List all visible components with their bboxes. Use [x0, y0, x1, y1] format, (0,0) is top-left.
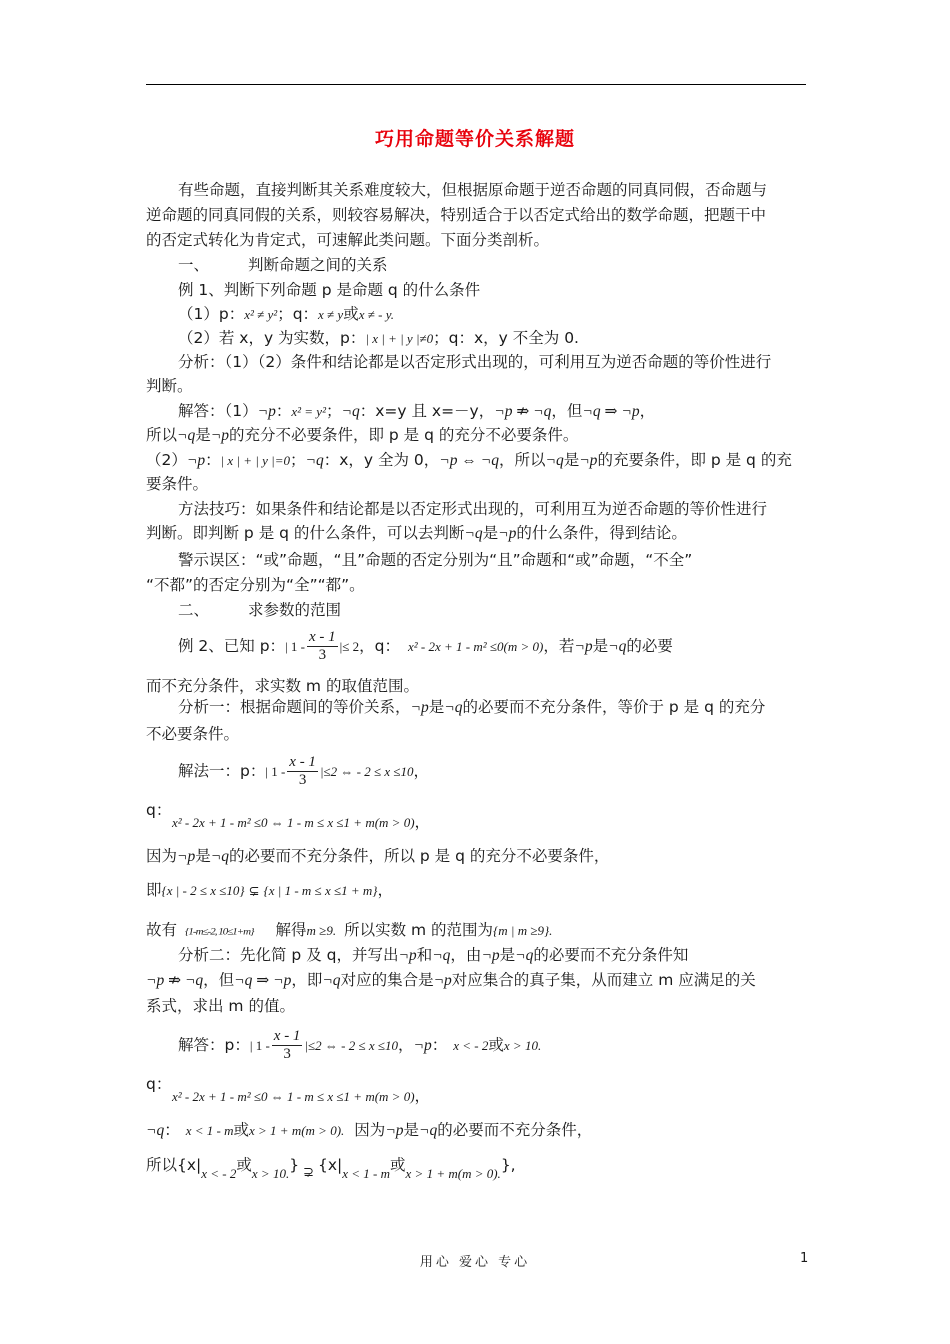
item-1-q-expr-2: x ≠ - y.: [358, 307, 395, 322]
solution-2a-line-4: [146, 880, 393, 901]
not-q-symbol: ¬q: [545, 452, 564, 469]
text-seg: ，即: [291, 971, 323, 989]
not-q-symbol: ¬q: [444, 699, 463, 716]
text-seg: 因为: [354, 1121, 386, 1139]
example-1-item-1: [178, 304, 394, 325]
item-1-q-expr: x ≠ y: [318, 307, 344, 322]
item-2-rest: ；q：x，y 不全为 0.: [433, 329, 579, 347]
math-expr: | x | + | y |=0: [220, 453, 290, 468]
fraction-denominator: 3: [283, 1046, 291, 1062]
text-seg: 判断。即判断 p 是 q 的什么条件，可以去判断: [146, 524, 465, 542]
text-seg: ，: [377, 881, 393, 899]
not-p-symbol: ¬p: [177, 848, 196, 865]
text-seg: ：x，y 全为 0，: [323, 451, 440, 469]
text-seg: ，所以: [498, 451, 546, 469]
text-seg: },: [500, 1156, 516, 1174]
section-2-label: 求参数的范围: [247, 601, 341, 619]
not-p-symbol: ¬p: [410, 699, 429, 716]
solution-2a-line-2: [172, 812, 430, 833]
intro-line-2: 逆命题的同真同假的关系，则较容易解决，特别适合于以否定式给出的数学命题，把题干中: [146, 206, 767, 224]
text-seg: 解得: [275, 921, 307, 939]
math-expr: {m | m ≥9}.: [493, 923, 553, 938]
not-q-symbol: ¬q: [464, 525, 483, 542]
analysis-2a-line-2: 不必要条件。: [146, 725, 240, 743]
math-expr: | 1 -: [265, 764, 286, 779]
section-1-label: 判断命题之间的关系: [247, 256, 388, 274]
text-seg: ：: [431, 1036, 448, 1054]
item-1-sep: ；q：: [277, 305, 319, 323]
text-seg: ，: [413, 762, 430, 780]
solution-1-line-4: 要条件。: [146, 475, 209, 493]
text-seg: 所以{x|: [146, 1156, 202, 1174]
not-p-symbol: ¬p: [413, 1037, 432, 1054]
page-number: 1: [800, 1251, 809, 1266]
not-q-symbol: ¬q: [210, 848, 229, 865]
solution-2a-line-1: [178, 753, 429, 790]
text-seg: ，: [398, 1036, 414, 1054]
not-p-symbol: ¬p: [398, 947, 417, 964]
proper-subset-symbol: ⊊: [248, 883, 260, 898]
text-seg: 因为: [146, 847, 178, 865]
fraction: [287, 754, 318, 789]
not-q-symbol: ¬q: [341, 403, 360, 420]
solution-2b-line-4: [146, 1152, 516, 1179]
analysis-2b-line-3: 系式，求出 m 的值。: [146, 997, 295, 1015]
text-seg: ：: [205, 451, 221, 469]
section-2-heading: [178, 600, 341, 620]
text-seg: 和: [416, 946, 433, 964]
page-title: 巧用命题等价关系解题: [374, 128, 575, 150]
analysis-2a-line-1: [178, 697, 765, 718]
item-1-or: 或: [343, 305, 359, 323]
math-expr: ¬q ⇒ ¬p: [582, 403, 640, 420]
example-2-line-2: 而不充分条件，求实数 m 的取值范围。: [146, 677, 419, 695]
text-seg: 是: [592, 637, 609, 655]
method-line-2: [146, 523, 687, 544]
text-seg: ；: [290, 451, 306, 469]
text-seg: 是: [403, 1121, 420, 1139]
not-p-symbol: ¬p: [481, 947, 500, 964]
math-expr: x < - 2: [453, 1038, 489, 1053]
solution-2b-line-1: [178, 1027, 541, 1064]
section-1-heading: [178, 255, 387, 275]
math-expr: | 1 -: [249, 1038, 270, 1053]
math-expr: ¬q ⇒ ¬p: [234, 972, 292, 989]
text-seg: ，若: [543, 637, 575, 655]
text-seg: 的必要: [626, 637, 673, 655]
math-expr: x > 10.: [503, 1038, 542, 1053]
text-seg: 故有: [146, 921, 178, 939]
text-seg: ：x=y 且 x=－y，: [359, 402, 495, 420]
text-seg: 或: [236, 1156, 252, 1174]
text-seg: 是: [563, 451, 580, 469]
text-seg: 是: [482, 524, 499, 542]
math-expr: x < 1 - m: [185, 1123, 234, 1138]
not-q-symbol: ¬q: [305, 452, 324, 469]
not-q-symbol: ¬q: [515, 947, 534, 964]
not-q-symbol: ¬q: [419, 1122, 438, 1139]
math-expr: | 1 -: [285, 639, 305, 654]
intro-line-3: 的否定式转化为肯定式，可速解此类问题。下面分类剖析。: [146, 231, 550, 249]
not-p-symbol: ¬p: [498, 525, 517, 542]
text-seg: ：: [275, 402, 292, 420]
text-seg: 分析一：根据命题间的等价关系，: [178, 698, 411, 716]
text-seg: 对应集合的真子集，从而建立 m 应满足的关: [451, 971, 756, 989]
text-seg: ，由: [450, 946, 482, 964]
math-expr: x < - 2: [201, 1166, 237, 1181]
text-seg: 或: [233, 1121, 250, 1139]
text-seg: ，: [414, 813, 431, 831]
text-seg: 解答：（1）: [178, 402, 258, 420]
math-expr: |≤ 2: [339, 639, 360, 654]
analysis-1-line-2: 判断。: [146, 377, 193, 395]
math-expr: {x | 1 - m ≤ x ≤1 + m}: [263, 883, 378, 898]
not-p-symbol: ¬p: [385, 1122, 404, 1139]
solution-1-line-2: [146, 425, 578, 446]
warning-line-1: 警示误区：“或”命题，“且”命题的否定分别为“且”命题和“或”命题，“不全”: [178, 551, 693, 569]
not-p-symbol: ¬p: [257, 403, 276, 420]
system-of-inequalities: {1-m≤-2, 10≤1+m}: [185, 926, 254, 938]
math-expr: x² = y²: [291, 404, 326, 419]
not-p-symbol: ¬p: [579, 452, 598, 469]
solution-1-line-1: [178, 401, 655, 422]
text-seg: {x|: [317, 1156, 343, 1174]
text-seg: 的必要而不充分条件，所以 p 是 q 的充分不必要条件，: [228, 847, 610, 865]
not-q-symbol: ¬q: [177, 427, 196, 444]
not-p-symbol: ¬p: [186, 452, 206, 469]
example-1-item-2: [178, 328, 579, 349]
math-expr: x² - 2x + 1 - m² ≤0(m > 0): [408, 639, 544, 654]
text-seg: 是: [499, 946, 516, 964]
text-seg: 或: [488, 1036, 504, 1054]
text-seg: ，: [639, 402, 656, 420]
text-seg: 是: [195, 426, 211, 444]
warning-line-2: “不都”的否定分别为“全”“都”。: [146, 576, 365, 594]
analysis-1-line-1: 分析：（1）（2）条件和结论都是以否定形式出现的，可利用互为逆否命题的等价性进行: [178, 353, 772, 371]
text-seg: 的必要而不充分条件，等价于 p 是 q 的充分: [462, 698, 766, 716]
text-seg: 即: [146, 881, 162, 899]
solution-2b-line-2: [172, 1086, 430, 1107]
text-seg: 是: [195, 847, 211, 865]
proper-superset-symbol: ⊋: [303, 1164, 314, 1179]
math-expr: {x | - 2 ≤ x ≤10}: [161, 883, 245, 898]
text-seg: 所以: [146, 426, 178, 444]
math-expr: x > 1 + m(m > 0).: [249, 1123, 345, 1138]
text-seg: 分析二：先化简 p 及 q，并写出: [178, 946, 399, 964]
math-expr: m ≥9.: [306, 923, 337, 938]
text-seg: 解法一：p：: [178, 762, 266, 780]
text-seg: 是: [428, 698, 445, 716]
text-seg: ，q：: [359, 637, 400, 655]
math-expr: ¬p ⇏ ¬q: [494, 403, 552, 420]
text-seg: （2）: [146, 451, 187, 469]
text-seg: 的必要而不充分条件知: [533, 946, 689, 964]
text-seg: ：: [164, 1121, 180, 1139]
math-expr: ¬p ⇏ ¬q: [146, 972, 204, 989]
not-p-symbol: ¬p: [574, 638, 593, 655]
text-seg: 的必要而不充分条件，: [437, 1121, 593, 1139]
math-expr: x² - 2x + 1 - m² ≤0 ⇔ 1 - m ≤ x ≤1 + m(m > 0): [172, 1089, 415, 1104]
math-expr: x > 10.: [251, 1166, 290, 1181]
math-expr: x² - 2x + 1 - m² ≤0 ⇔ 1 - m ≤ x ≤1 + m(m > 0): [172, 815, 415, 830]
analysis-2b-line-2: [146, 970, 756, 991]
not-q-symbol: ¬q: [608, 638, 627, 655]
text-seg: 对应的集合是: [340, 971, 434, 989]
text-seg: 解答：p：: [178, 1036, 250, 1054]
fraction-numerator: x - 1: [273, 1028, 301, 1044]
header-rule: [146, 84, 806, 85]
solution-1-line-3: [146, 450, 792, 471]
math-expr: x < 1 - m: [342, 1166, 391, 1181]
analysis-2b-line-1: [178, 945, 688, 966]
page-footer: 用心 爱心 专心: [419, 1255, 531, 1270]
text-seg: 的充分不必要条件，即 p 是 q 的充分不必要条件。: [228, 426, 579, 444]
solution-2a-line-2-label: q：: [146, 801, 172, 819]
text-seg: }: [289, 1156, 300, 1174]
not-p-symbol: ¬p: [210, 427, 229, 444]
math-expr: |≤2 ⇔ - 2 ≤ x ≤10: [319, 764, 414, 779]
fraction: [307, 629, 338, 664]
fraction-denominator: 3: [318, 647, 327, 663]
text-seg: ，但: [551, 402, 583, 420]
item-2-p-expr: | x | + | y |≠0: [365, 331, 434, 346]
text-seg: ，但: [203, 971, 235, 989]
not-q-symbol: ¬q: [146, 1122, 165, 1139]
fraction-denominator: 3: [298, 772, 307, 788]
not-p-symbol: ¬p: [433, 972, 452, 989]
example-2-line-1: [178, 628, 673, 665]
text-seg: 的充要条件，即 p 是 q 的充: [597, 451, 792, 469]
method-line-1: 方法技巧：如果条件和结论都是以否定形式出现的，可利用互为逆否命题的等价性进行: [178, 500, 768, 518]
solution-2b-line-2-label: q：: [146, 1075, 172, 1093]
item-2-prefix: （2）若 x，y 为实数，p：: [178, 329, 366, 347]
math-expr: ¬p ⇔ ¬q: [439, 452, 499, 469]
text-seg: 例 2、已知 p：: [178, 637, 286, 655]
text-seg: 或: [390, 1156, 406, 1174]
solution-2a-line-3: [146, 846, 609, 867]
text-seg: 的什么条件，得到结论。: [516, 524, 687, 542]
not-q-symbol: ¬q: [322, 972, 341, 989]
fraction: [272, 1028, 303, 1063]
fraction-numerator: x - 1: [309, 629, 336, 645]
fraction-numerator: x - 1: [289, 754, 316, 770]
section-2-number: 二、: [178, 601, 210, 619]
intro-line-1: 有些命题，直接判断其关系难度较大，但根据原命题于逆否命题的同真同假，否命题与: [178, 181, 768, 199]
text-seg: ，: [414, 1087, 431, 1105]
example-1-heading: 例 1、判断下列命题 p 是命题 q 的什么条件: [178, 281, 481, 299]
solution-2b-line-3: [146, 1120, 592, 1141]
not-q-symbol: ¬q: [432, 947, 451, 964]
math-expr: |≤2 ⇔ - 2 ≤ x ≤10: [304, 1038, 399, 1053]
math-expr: x > 1 + m(m > 0).: [405, 1166, 501, 1181]
item-1-prefix: （1）p：: [178, 305, 245, 323]
text-seg: 所以实数 m 的范围为: [344, 921, 494, 939]
section-1-number: 一、: [178, 256, 210, 274]
text-seg: ；: [325, 402, 342, 420]
item-1-p-expr: x² ≠ y²: [244, 307, 278, 322]
solution-2a-line-5: [146, 920, 552, 942]
